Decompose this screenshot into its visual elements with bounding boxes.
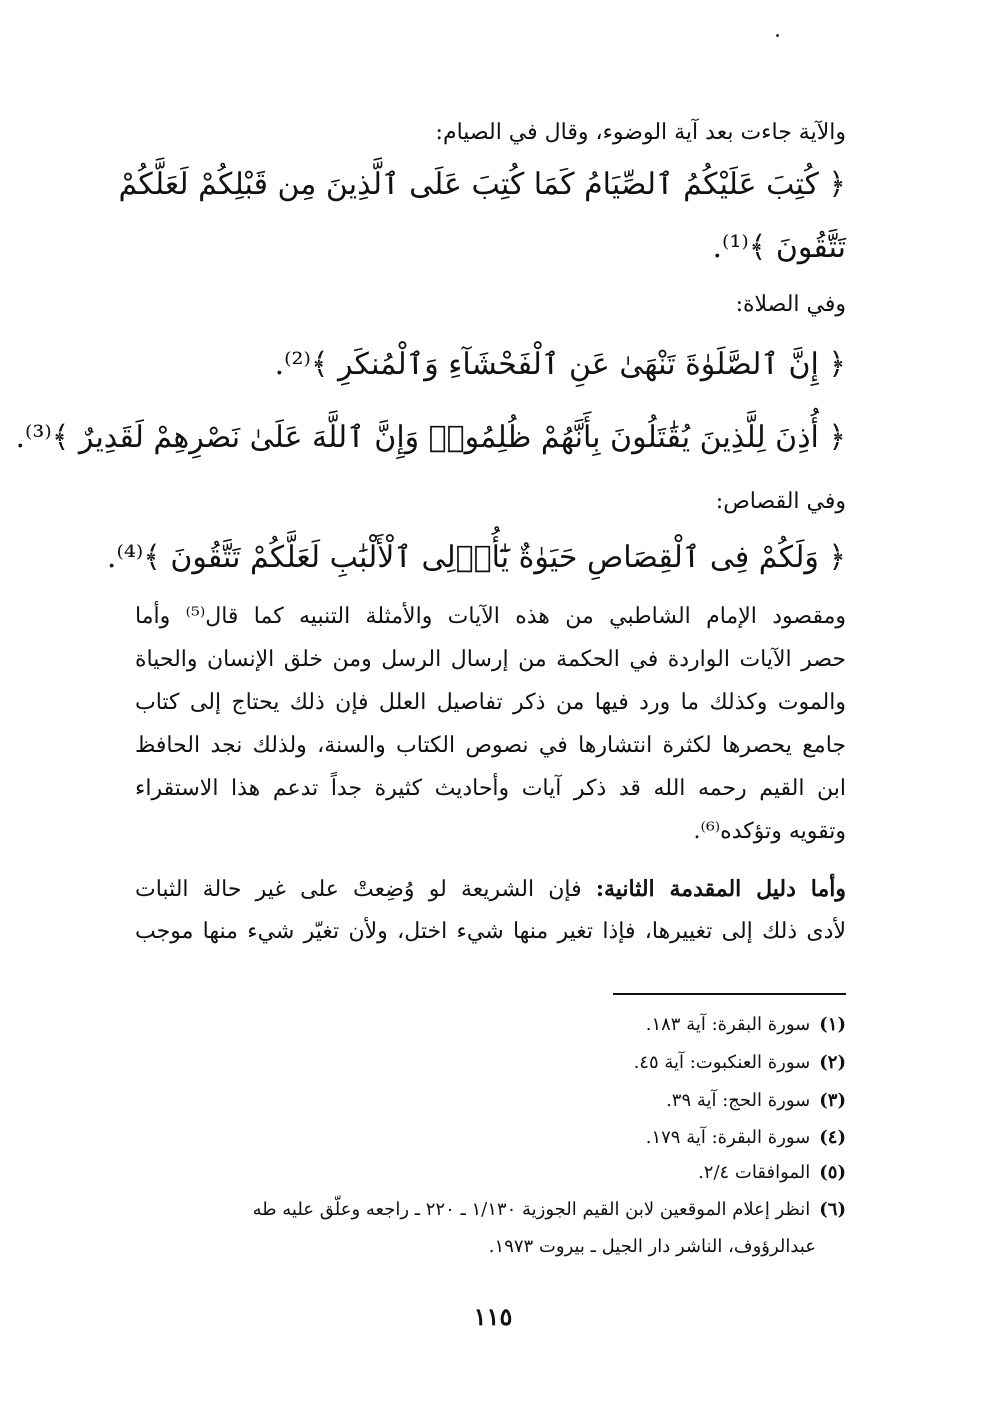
footnote-number: (١) bbox=[819, 1014, 846, 1035]
footnote-6-continuation: عبدالرؤوف، الناشر دار الجيل ـ بيروت ١٩٧٣. bbox=[488, 1236, 816, 1257]
footnote-number: (٣) bbox=[819, 1090, 846, 1111]
footnote-number: (٥) bbox=[819, 1162, 846, 1183]
footnote-1 bbox=[646, 1012, 846, 1038]
footnote-text: انظر إعلام الموقعين لابن القيم الجوزية ١/١٣٠ ـ ٢٢٠ ـ راجعه وعلّق عليه طه bbox=[252, 1199, 811, 1220]
paragraph-line: ابن القيم رحمه الله قد ذكر آيات وأحاديث كثيرة جداً تدعم هذا الاستقراء bbox=[135, 776, 846, 801]
quran-verse-salat: ﴿ إِنَّ ٱلصَّلَوٰةَ تَنْهَىٰ عَنِ ٱلْفَحْشَآءِ وَٱلْمُنكَرِ ﴾⁽²⁾. bbox=[274, 347, 846, 382]
page-speck bbox=[776, 34, 779, 37]
paragraph-line: ومقصود الإمام الشاطبي من هذه الآيات والأمثلة التنبيه كما قال⁽⁵⁾ وأما bbox=[135, 604, 847, 629]
paragraph-line: حصر الآيات الواردة في الحكمة من إرسال الرسل ومن خلق الإنسان والحياة bbox=[135, 647, 846, 672]
footnote-5 bbox=[698, 1160, 846, 1186]
paragraph-line: والموت وكذلك ما ورد فيها من ذكر تفاصيل العلل فإن ذلك يحتاج إلى كتاب bbox=[135, 690, 846, 715]
footnote-text: سورة العنكبوت: آية ٤٥. bbox=[633, 1052, 811, 1073]
footnote-number: (٤) bbox=[819, 1127, 846, 1148]
paragraph-line: وتقويه وتؤكده⁽⁶⁾. bbox=[693, 819, 846, 844]
quran-verse-qisas: ﴿ وَلَكُمْ فِى ٱلْقِصَاصِ حَيَوٰةٌ يَٰٓأُو۟لِى ٱلْأَلْبَٰبِ لَعَلَّكُمْ تَتَّقُونَ ﴾⁽⁴⁾. bbox=[106, 540, 846, 575]
quran-verse-siyam-line-1: ﴿ كُتِبَ عَلَيْكُمُ ٱلصِّيَامُ كَمَا كُتِبَ عَلَى ٱلَّذِينَ مِن قَبْلِكُمْ لَعَلَّكُمْ bbox=[118, 167, 846, 202]
footnote-3 bbox=[666, 1088, 846, 1114]
quran-verse-qital: ﴿ أُذِنَ لِلَّذِينَ يُقَٰتَلُونَ بِأَنَّهُمْ ظُلِمُوا۟ وَإِنَّ ٱللَّهَ عَلَىٰ نَصْرِهِمْ لَقَدِيرٌ ﴾⁽³⁾. bbox=[15, 420, 846, 455]
footnote-text: سورة البقرة: آية ١٧٩. bbox=[645, 1127, 811, 1148]
quran-verse-siyam-line-2: تَتَّقُونَ ﴾⁽¹⁾. bbox=[712, 230, 846, 265]
paragraph-line: جامع يحصرها لكثرة انتشارها في نصوص الكتاب والسنة، ولذلك نجد الحافظ bbox=[135, 733, 846, 758]
salat-heading: وفي الصلاة: bbox=[735, 292, 846, 317]
footnote-text: سورة الحج: آية ٣٩. bbox=[666, 1090, 811, 1111]
footnote-divider bbox=[613, 993, 846, 995]
page-number: ١١٥ bbox=[473, 1302, 513, 1331]
paragraph2-lead: وأما دليل المقدمة الثانية: bbox=[595, 876, 846, 902]
footnote-text: سورة البقرة: آية ١٨٣. bbox=[645, 1014, 811, 1035]
footnote-2 bbox=[634, 1050, 846, 1076]
paragraph2-rest: فإن الشريعة لو وُضِعتْ على غير حالة الثبات bbox=[135, 877, 596, 902]
paragraph2-line-1 bbox=[135, 874, 846, 905]
paragraph2-line-2: لأدى ذلك إلى تغييرها، فإذا تغير منها شيء اختل، ولأن تغيّر شيء منها موجب bbox=[135, 919, 846, 944]
footnote-6 bbox=[253, 1197, 846, 1223]
footnote-text: الموافقات ٢/٤. bbox=[698, 1162, 811, 1183]
footnote-number: (٦) bbox=[819, 1199, 846, 1220]
footnote-4 bbox=[646, 1125, 846, 1151]
qisas-heading: وفي القصاص: bbox=[715, 489, 846, 514]
intro-line: والآية جاءت بعد آية الوضوء، وقال في الصيام: bbox=[435, 120, 846, 145]
footnote-number: (٢) bbox=[819, 1052, 846, 1073]
